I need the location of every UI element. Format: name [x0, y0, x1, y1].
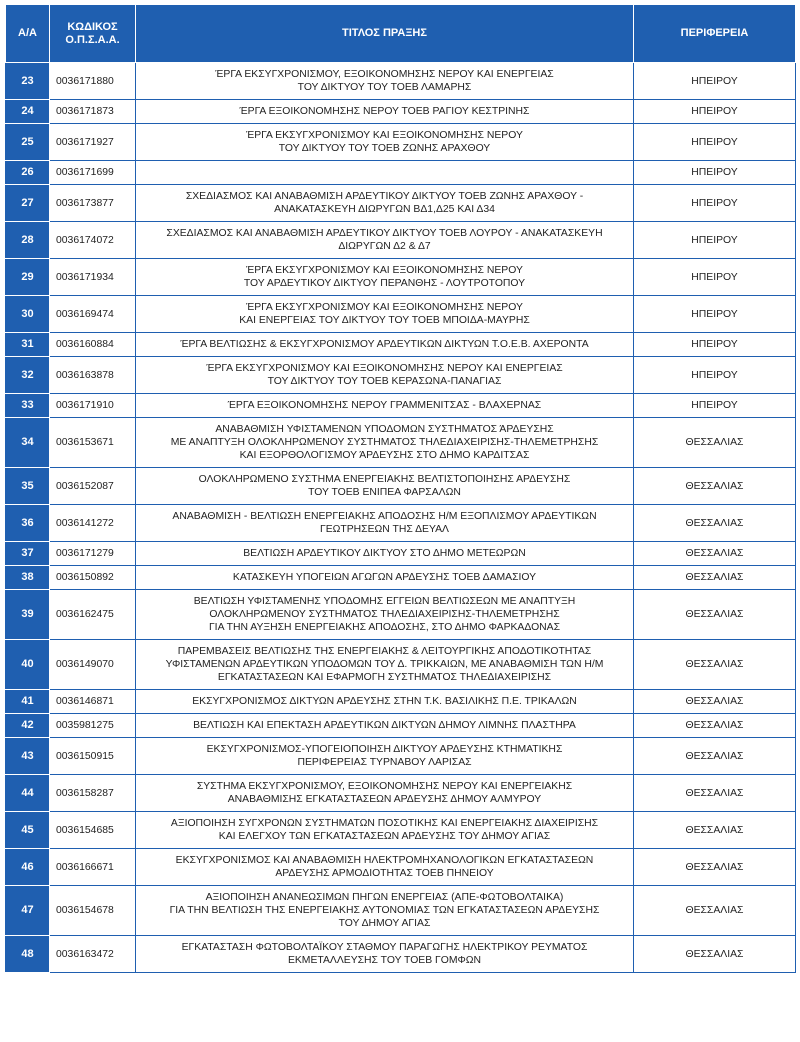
row-region: ΗΠΕΙΡΟΥ	[634, 357, 796, 394]
row-number: 48	[6, 936, 50, 973]
row-region: ΗΠΕΙΡΟΥ	[634, 161, 796, 185]
row-title	[136, 886, 634, 936]
table-row	[6, 849, 796, 886]
row-region: ΗΠΕΙΡΟΥ	[634, 296, 796, 333]
row-title	[136, 161, 634, 185]
row-title-line: ΒΕΛΤΙΩΣΗ ΥΦΙΣΤΑΜΕΝΗΣ ΥΠΟΔΟΜΗΣ ΕΓΓΕΙΩΝ ΒΕΛΤΙΩΣΕΩΝ ΜΕ ΑΝΑΠΤΥΞΗ	[193, 596, 576, 607]
row-title-line: ΚΑΙ ΕΛΕΓΧΟΥ ΤΩΝ ΕΓΚΑΤΑΣΤΑΣΕΩΝ ΑΡΔΕΥΣΗΣ ΤΟΥ ΔΗΜΟΥ ΑΓΙΑΣ	[218, 831, 551, 842]
row-title-line: ΓΙΑ ΤΗΝ ΑΥΞΗΣΗ ΕΝΕΡΓΕΙΑΚΗΣ ΑΠΟΔΟΣΗΣ, ΣΤΟ ΔΗΜΟ ΦΑΡΚΑΔΟΝΑΣ	[208, 622, 561, 633]
row-title	[136, 505, 634, 542]
row-title-line: ΑΝΑΒΑΘΜΙΣΗΣ ΕΓΚΑΤΑΣΤΑΣΕΩΝ ΑΡΔΕΥΣΗΣ ΔΗΜΟΥ ΑΛΜΥΡΟΥ	[227, 794, 542, 805]
row-number: 30	[6, 296, 50, 333]
row-title-line: ΈΡΓΑ ΕΞΟΙΚΟΝΟΜΗΣΗΣ ΝΕΡΟΥ ΤΟΕΒ ΡΑΓΙΟΥ ΚΕΣΤΡΙΝΗΣ	[239, 106, 530, 117]
row-region: ΘΕΣΣΑΛΙΑΣ	[634, 936, 796, 973]
row-title-line: ΤΟΥ ΔΙΚΤΥΟΥ ΤΟΥ ΤΟΕΒ ΛΑΜΑΡΗΣ	[297, 82, 472, 93]
row-region: ΗΠΕΙΡΟΥ	[634, 394, 796, 418]
row-region: ΗΠΕΙΡΟΥ	[634, 259, 796, 296]
row-title-line: ΠΕΡΙΦΕΡΕΙΑΣ ΤΥΡΝΑΒΟΥ ΛΑΡΙΣΑΣ	[297, 757, 472, 768]
row-title	[136, 468, 634, 505]
row-title	[136, 185, 634, 222]
row-code: 0036141272	[50, 505, 136, 542]
row-region: ΗΠΕΙΡΟΥ	[634, 100, 796, 124]
table-row	[6, 542, 796, 566]
row-code: 0036171279	[50, 542, 136, 566]
row-region: ΘΕΣΣΑΛΙΑΣ	[634, 812, 796, 849]
row-code: 0036160884	[50, 333, 136, 357]
row-title-line: ΈΡΓΑ ΕΚΣΥΓΧΡΟΝΙΣΜΟΥ, ΕΞΟΙΚΟΝΟΜΗΣΗΣ ΝΕΡΟΥ ΚΑΙ ΕΝΕΡΓΕΙΑΣ	[215, 69, 554, 80]
row-title-line: ΚΑΙ ΕΝΕΡΓΕΙΑΣ ΤΟΥ ΔΙΚΤΥΟΥ ΤΟΥ ΤΟΕΒ ΜΠΟΙΔΑ-ΜΑΥΡΗΣ	[239, 315, 530, 326]
row-code: 0036171934	[50, 259, 136, 296]
row-number: 47	[6, 886, 50, 936]
row-title	[136, 738, 634, 775]
header-title: ΤΙΤΛΟΣ ΠΡΑΞΗΣ	[136, 5, 634, 63]
table-row	[6, 333, 796, 357]
row-region: ΘΕΣΣΑΛΙΑΣ	[634, 738, 796, 775]
row-code: 0036162475	[50, 590, 136, 640]
row-title	[136, 812, 634, 849]
header-region: ΠΕΡΙΦΕΡΕΙΑ	[634, 5, 796, 63]
row-number: 36	[6, 505, 50, 542]
row-region: ΘΕΣΣΑΛΙΑΣ	[634, 640, 796, 690]
row-title	[136, 296, 634, 333]
row-title-line: ΈΡΓΑ ΒΕΛΤΙΩΣΗΣ & ΕΚΣΥΓΧΡΟΝΙΣΜΟΥ ΑΡΔΕΥΤΙΚΩΝ ΔΙΚΤΥΩΝ Τ.Ο.Ε.Β. ΑΧΕΡΟΝΤΑ	[180, 339, 589, 350]
row-title-line: ΣΥΣΤΗΜΑ ΕΚΣΥΓΧΡΟΝΙΣΜΟΥ, ΕΞΟΙΚΟΝΟΜΗΣΗΣ ΝΕΡΟΥ ΚΑΙ ΕΝΕΡΓΕΙΑΚΗΣ	[196, 781, 573, 792]
row-number: 39	[6, 590, 50, 640]
table-row	[6, 124, 796, 161]
table-row	[6, 886, 796, 936]
row-code: 0036154685	[50, 812, 136, 849]
row-region: ΘΕΣΣΑΛΙΑΣ	[634, 590, 796, 640]
row-code: 0036171699	[50, 161, 136, 185]
row-title-line: ΣΧΕΔΙΑΣΜΟΣ ΚΑΙ ΑΝΑΒΑΘΜΙΣΗ ΑΡΔΕΥΤΙΚΟΥ ΔΙΚΤΥΟΥ ΤΟΕΒ ΛΟΥΡΟΥ - ΑΝΑΚΑΤΑΣΚΕΥΗ	[166, 228, 603, 239]
row-title-line: ΈΡΓΑ ΕΞΟΙΚΟΝΟΜΗΣΗΣ ΝΕΡΟΥ ΓΡΑΜΜΕΝΙΤΣΑΣ - ΒΛΑΧΕΡΝΑΣ	[227, 400, 542, 411]
header-aa: Α/Α	[6, 5, 50, 63]
row-region: ΘΕΣΣΑΛΙΑΣ	[634, 505, 796, 542]
table-row	[6, 468, 796, 505]
row-title-line: ΟΛΟΚΛΗΡΩΜΕΝΟ ΣΥΣΤΗΜΑ ΕΝΕΡΓΕΙΑΚΗΣ ΒΕΛΤΙΣΤΟΠΟΙΗΣΗΣ ΑΡΔΕΥΣΗΣ	[198, 474, 571, 485]
row-title-line: ΕΚΜΕΤΑΛΛΕΥΣΗΣ ΤΟΥ ΤΟΕΒ ΓΟΜΦΩΝ	[287, 955, 482, 966]
row-title	[136, 849, 634, 886]
row-code: 0036171927	[50, 124, 136, 161]
table-row	[6, 161, 796, 185]
row-region: ΘΕΣΣΑΛΙΑΣ	[634, 714, 796, 738]
row-code: 0036146871	[50, 690, 136, 714]
table-row	[6, 505, 796, 542]
row-title	[136, 418, 634, 468]
row-number: 25	[6, 124, 50, 161]
table-row	[6, 222, 796, 259]
row-number: 42	[6, 714, 50, 738]
row-title-line: ΈΡΓΑ ΕΚΣΥΓΧΡΟΝΙΣΜΟΥ ΚΑΙ ΕΞΟΙΚΟΝΟΜΗΣΗΣ ΝΕΡΟΥ ΚΑΙ ΕΝΕΡΓΕΙΑΣ	[206, 363, 563, 374]
row-title-line: ΑΝΑΒΑΘΜΙΣΗ ΥΦΙΣΤΑΜΕΝΩΝ ΥΠΟΔΟΜΩΝ ΣΥΣΤΗΜΑΤΟΣ ΆΡΔΕΥΣΗΣ	[215, 424, 554, 435]
row-title-line: ΥΦΙΣΤΑΜΕΝΩΝ ΑΡΔΕΥΤΙΚΩΝ ΥΠΟΔΟΜΩΝ ΤΟΥ Δ. ΤΡΙΚΚΑΙΩΝ, ΜΕ ΑΝΑΒΑΘΜΙΣΗ ΤΩΝ Η/Μ	[165, 659, 604, 670]
row-title	[136, 394, 634, 418]
row-title-line: ΑΞΙΟΠΟΙΗΣΗ ΑΝΑΝΕΩΣΙΜΩΝ ΠΗΓΩΝ ΕΝΕΡΓΕΙΑΣ (ΑΠΕ-ΦΩΤΟΒΟΛΤΑΙΚΑ)	[205, 892, 564, 903]
row-region: ΘΕΣΣΑΛΙΑΣ	[634, 468, 796, 505]
row-code: 0036150892	[50, 566, 136, 590]
row-number: 41	[6, 690, 50, 714]
row-number: 35	[6, 468, 50, 505]
row-title	[136, 690, 634, 714]
row-code: 0036150915	[50, 738, 136, 775]
table-row	[6, 812, 796, 849]
table-row	[6, 690, 796, 714]
row-title	[136, 124, 634, 161]
row-code: 0036171880	[50, 63, 136, 100]
row-region: ΘΕΣΣΑΛΙΑΣ	[634, 849, 796, 886]
row-region: ΗΠΕΙΡΟΥ	[634, 63, 796, 100]
table-row	[6, 63, 796, 100]
row-title-line: ΕΓΚΑΤΑΣΤΑΣΕΩΝ ΚΑΙ ΕΦΑΡΜΟΓΗ ΣΥΣΤΗΜΑΤΟΣ ΤΗΛΕΔΙΑΧΕΙΡΙΣΗΣ	[217, 672, 552, 683]
row-number: 31	[6, 333, 50, 357]
row-number: 33	[6, 394, 50, 418]
row-number: 40	[6, 640, 50, 690]
row-number: 34	[6, 418, 50, 468]
row-title-line: ΈΡΓΑ ΕΚΣΥΓΧΡΟΝΙΣΜΟΥ ΚΑΙ ΕΞΟΙΚΟΝΟΜΗΣΗΣ ΝΕΡΟΥ	[246, 302, 523, 313]
row-title-line: ΠΑΡΕΜΒΑΣΕΙΣ ΒΕΛΤΙΩΣΗΣ ΤΗΣ ΕΝΕΡΓΕΙΑΚΗΣ & ΛΕΙΤΟΥΡΓΙΚΗΣ ΑΠΟΔΟΤΙΚΟΤΗΤΑΣ	[177, 646, 592, 657]
row-code: 0036153671	[50, 418, 136, 468]
row-region: ΗΠΕΙΡΟΥ	[634, 333, 796, 357]
row-title-line: ΤΟΥ ΔΙΚΤΥΟΥ ΤΟΥ ΤΟΕΒ ΖΩΝΗΣ ΑΡΑΧΘΟΥ	[278, 143, 491, 154]
row-number: 28	[6, 222, 50, 259]
table-row	[6, 394, 796, 418]
row-code: 0036171910	[50, 394, 136, 418]
row-title-line: ΒΕΛΤΙΩΣΗ ΚΑΙ ΕΠΕΚΤΑΣΗ ΑΡΔΕΥΤΙΚΩΝ ΔΙΚΤΥΩΝ ΔΗΜΟΥ ΛΙΜΝΗΣ ΠΛΑΣΤΗΡΑ	[193, 720, 576, 731]
row-number: 27	[6, 185, 50, 222]
row-code: 0036166671	[50, 849, 136, 886]
row-code: 0036171873	[50, 100, 136, 124]
table-row	[6, 296, 796, 333]
table-row	[6, 775, 796, 812]
table-row	[6, 566, 796, 590]
row-number: 32	[6, 357, 50, 394]
row-title	[136, 542, 634, 566]
row-title-line: ΚΑΤΑΣΚΕΥΗ ΥΠΟΓΕΙΩΝ ΑΓΩΓΩΝ ΑΡΔΕΥΣΗΣ ΤΟΕΒ ΔΑΜΑΣΙΟΥ	[232, 572, 537, 583]
row-title	[136, 590, 634, 640]
header-code-line1: ΚΩΔΙΚΟΣ	[67, 20, 118, 33]
row-code: 0036154678	[50, 886, 136, 936]
row-title-line: ΑΝΑΒΑΘΜΙΣΗ - ΒΕΛΤΙΩΣΗ ΕΝΕΡΓΕΙΑΚΗΣ ΑΠΟΔΟΣΗΣ Η/Μ ΕΞΟΠΛΙΣΜΟΥ ΑΡΔΕΥΤΙΚΩΝ	[172, 511, 597, 522]
row-title-line: ΤΟΥ ΔΙΚΤΥΟΥ ΤΟΥ ΤΟΕΒ ΚΕΡΑΣΩΝΑ-ΠΑΝΑΓΙΑΣ	[267, 376, 502, 387]
row-number: 45	[6, 812, 50, 849]
header-code	[50, 5, 136, 63]
table-header	[6, 5, 796, 63]
row-title-line: ΟΛΟΚΛΗΡΩΜΕΝΟΥ ΣΥΣΤΗΜΑΤΟΣ ΤΗΛΕΔΙΑΧΕΙΡΙΣΗΣ-ΤΗΛΕΜΕΤΡΗΣΗΣ	[209, 609, 560, 620]
row-number: 43	[6, 738, 50, 775]
table-row	[6, 590, 796, 640]
row-code: 0036158287	[50, 775, 136, 812]
row-title	[136, 259, 634, 296]
row-region: ΘΕΣΣΑΛΙΑΣ	[634, 566, 796, 590]
row-title-line: ΓΕΩΤΡΗΣΕΩΝ ΤΗΣ ΔΕΥΑΛ	[319, 524, 449, 535]
table-row	[6, 738, 796, 775]
row-title-line: ΈΡΓΑ ΕΚΣΥΓΧΡΟΝΙΣΜΟΥ ΚΑΙ ΕΞΟΙΚΟΝΟΜΗΣΗΣ ΝΕΡΟΥ	[246, 130, 523, 141]
row-title-line: ΑΡΔΕΥΣΗΣ ΑΡΜΟΔΙΟΤΗΤΑΣ ΤΟΕΒ ΠΗΝΕΙΟΥ	[275, 868, 494, 879]
row-title	[136, 714, 634, 738]
row-title-line: ΔΙΩΡΥΓΩΝ Δ2 & Δ7	[338, 241, 431, 252]
row-title-line: ΕΚΣΥΓΧΡΟΝΙΣΜΟΣ ΚΑΙ ΑΝΑΒΑΘΜΙΣΗ ΗΛΕΚΤΡΟΜΗΧΑΝΟΛΟΓΙΚΩΝ ΕΓΚΑΤΑΣΤΑΣΕΩΝ	[175, 855, 594, 866]
row-title	[136, 775, 634, 812]
row-title-line: ΈΡΓΑ ΕΚΣΥΓΧΡΟΝΙΣΜΟΥ ΚΑΙ ΕΞΟΙΚΟΝΟΜΗΣΗΣ ΝΕΡΟΥ	[246, 265, 523, 276]
row-title	[136, 566, 634, 590]
row-title	[136, 640, 634, 690]
row-title-line: ΒΕΛΤΙΩΣΗ ΑΡΔΕΥΤΙΚΟΥ ΔΙΚΤΥΟΥ ΣΤΟ ΔΗΜΟ ΜΕΤΕΩΡΩΝ	[243, 548, 526, 559]
row-title-line: ΕΚΣΥΓΧΡΟΝΙΣΜΟΣ-ΥΠΟΓΕΙΟΠΟΙΗΣΗ ΔΙΚΤΥΟΥ ΑΡΔΕΥΣΗΣ ΚΤΗΜΑΤΙΚΗΣ	[206, 744, 563, 755]
table-row	[6, 259, 796, 296]
row-title	[136, 222, 634, 259]
row-region: ΘΕΣΣΑΛΙΑΣ	[634, 542, 796, 566]
row-region: ΗΠΕΙΡΟΥ	[634, 185, 796, 222]
table-row	[6, 714, 796, 738]
row-title-line: ΚΑΙ ΕΞΟΡΘΟΛΟΓΙΣΜΟΥ ΆΡΔΕΥΣΗΣ ΣΤΟ ΔΗΜΟ ΚΑΡΔΙΤΣΑΣ	[239, 450, 530, 461]
row-title	[136, 333, 634, 357]
row-code: 0036174072	[50, 222, 136, 259]
row-code: 0036152087	[50, 468, 136, 505]
row-number: 46	[6, 849, 50, 886]
row-title-line: ΣΧΕΔΙΑΣΜΟΣ ΚΑΙ ΑΝΑΒΑΘΜΙΣΗ ΑΡΔΕΥΤΙΚΟΥ ΔΙΚΤΥΟΥ ΤΟΕΒ ΖΩΝΗΣ ΑΡΑΧΘΟΥ -	[185, 191, 584, 202]
table-row	[6, 418, 796, 468]
row-number: 37	[6, 542, 50, 566]
row-title	[136, 936, 634, 973]
table-body	[6, 63, 796, 973]
row-title-line: ΕΓΚΑΤΑΣΤΑΣΗ ΦΩΤΟΒΟΛΤΑΪΚΟΥ ΣΤΑΘΜΟΥ ΠΑΡΑΓΩΓΗΣ ΗΛΕΚΤΡΙΚΟΥ ΡΕΥΜΑΤΟΣ	[181, 942, 588, 953]
table-row	[6, 640, 796, 690]
row-number: 26	[6, 161, 50, 185]
header-code-line2: Ο.Π.Σ.Α.Α.	[65, 33, 120, 46]
row-title	[136, 357, 634, 394]
row-number: 44	[6, 775, 50, 812]
row-region: ΘΕΣΣΑΛΙΑΣ	[634, 775, 796, 812]
row-title-line: ΓΙΑ ΤΗΝ ΒΕΛΤΙΩΣΗ ΤΗΣ ΕΝΕΡΓΕΙΑΚΗΣ ΑΥΤΟΝΟΜΙΑΣ ΤΩΝ ΕΓΚΑΤΑΣΤΑΣΕΩΝ ΑΡΔΕΥΣΗΣ	[169, 905, 600, 916]
row-number: 29	[6, 259, 50, 296]
row-title	[136, 100, 634, 124]
table-row	[6, 100, 796, 124]
row-title-line: ΤΟΥ ΤΟΕΒ ΕΝΙΠΕΑ ΦΑΡΣΑΛΩΝ	[308, 487, 461, 498]
table-row	[6, 357, 796, 394]
table-row	[6, 185, 796, 222]
row-code: 0036173877	[50, 185, 136, 222]
row-region: ΘΕΣΣΑΛΙΑΣ	[634, 418, 796, 468]
row-title-line: ΤΟΥ ΑΡΔΕΥΤΙΚΟΥ ΔΙΚΤΥΟΥ ΠΕΡΑΝΘΗΣ - ΛΟΥΤΡΟΤΟΠΟΥ	[243, 278, 526, 289]
table-row	[6, 936, 796, 973]
row-code: 0035981275	[50, 714, 136, 738]
row-code: 0036169474	[50, 296, 136, 333]
row-region: ΗΠΕΙΡΟΥ	[634, 124, 796, 161]
row-region: ΗΠΕΙΡΟΥ	[634, 222, 796, 259]
row-region: ΘΕΣΣΑΛΙΑΣ	[634, 886, 796, 936]
row-code: 0036149070	[50, 640, 136, 690]
row-title	[136, 63, 634, 100]
projects-table	[5, 4, 796, 973]
row-code: 0036163472	[50, 936, 136, 973]
header-row	[6, 5, 796, 63]
row-region: ΘΕΣΣΑΛΙΑΣ	[634, 690, 796, 714]
row-title-line: ΑΝΑΚΑΤΑΣΚΕΥΗ ΔΙΩΡΥΓΩΝ ΒΔ1,Δ25 ΚΑΙ Δ34	[274, 204, 495, 215]
row-number: 23	[6, 63, 50, 100]
row-number: 24	[6, 100, 50, 124]
row-title-line: ΕΚΣΥΓΧΡΟΝΙΣΜΟΣ ΔΙΚΤΥΩΝ ΑΡΔΕΥΣΗΣ ΣΤΗΝ Τ.Κ. ΒΑΣΙΛΙΚΗΣ Π.Ε. ΤΡΙΚΑΛΩΝ	[192, 696, 577, 707]
row-code: 0036163878	[50, 357, 136, 394]
row-title-line: ΑΞΙΟΠΟΙΗΣΗ ΣΥΓΧΡΟΝΩΝ ΣΥΣΤΗΜΑΤΩΝ ΠΟΣΟΤΙΚΗΣ ΚΑΙ ΕΝΕΡΓΕΙΑΚΗΣ ΔΙΑΧΕΙΡΙΣΗΣ	[170, 818, 599, 829]
row-title-line: ΜΕ ΑΝΑΠΤΥΞΗ ΟΛΟΚΛΗΡΩΜΕΝΟΥ ΣΥΣΤΗΜΑΤΟΣ ΤΗΛΕΔΙΑΧΕΙΡΙΣΗΣ-ΤΗΛΕΜΕΤΡΗΣΗΣ	[170, 437, 599, 448]
row-title-line: ΤΟΥ ΔΗΜΟΥ ΑΓΙΑΣ	[338, 918, 431, 929]
row-number: 38	[6, 566, 50, 590]
